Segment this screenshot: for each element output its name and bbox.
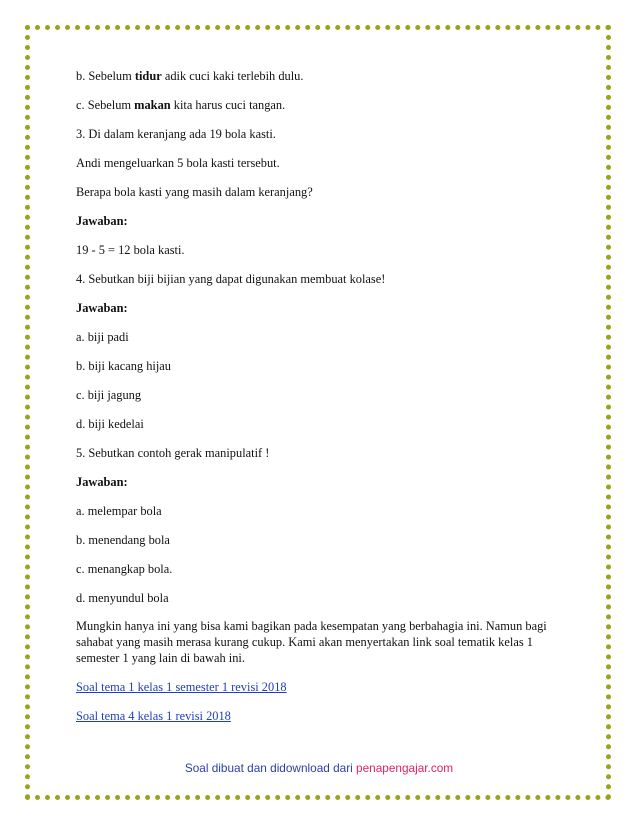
- answer-item: a. melempar bola: [76, 504, 162, 518]
- footer: [0, 761, 638, 775]
- answer-label: Jawaban:: [76, 214, 128, 228]
- link-row: [76, 708, 556, 724]
- footer-site-link[interactable]: penapengajar.com: [356, 761, 454, 775]
- question-3: 3. Di dalam keranjang ada 19 bola kasti.: [76, 127, 276, 141]
- answer-item: a. biji padi: [76, 330, 129, 344]
- answer-label: Jawaban:: [76, 475, 128, 489]
- line-text: c. Sebelum: [76, 98, 135, 112]
- question-4: 4. Sebutkan biji bijian yang dapat digunakan membuat kolase!: [76, 272, 386, 286]
- answer-heading: [76, 213, 556, 229]
- answer-label: Jawaban:: [76, 301, 128, 315]
- bold-word: makan: [134, 98, 171, 112]
- line-text: kita harus cuci tangan.: [170, 98, 286, 112]
- answer-item: d. menyundul bola: [76, 591, 169, 605]
- bold-word: tidur: [134, 69, 162, 83]
- answer-item: b. biji kacang hijau: [76, 359, 171, 373]
- answer-heading: [76, 300, 556, 316]
- line-text: b. Sebelum: [76, 69, 135, 83]
- line-b-tidur: [76, 68, 556, 84]
- answer-3: 19 - 5 = 12 bola kasti.: [76, 243, 185, 257]
- closing-paragraph: Mungkin hanya ini yang bisa kami bagikan pada kesempatan yang berbahagia ini. Namun bagi sahabat yang masih merasa kurang cukup. Kami akan menyertakan link soal tematik kelas 1 semester 1 yang lain di bawah ini.: [76, 619, 547, 665]
- answer-item: d. biji kedelai: [76, 417, 144, 431]
- answer-item: c. menangkap bola.: [76, 562, 173, 576]
- question-3-line-2: Andi mengeluarkan 5 bola kasti tersebut.: [76, 156, 280, 170]
- question-3-line-3: Berapa bola kasti yang masih dalam keranjang?: [76, 185, 313, 199]
- answer-item: b. menendang bola: [76, 533, 170, 547]
- link-tema-1[interactable]: Soal tema 1 kelas 1 semester 1 revisi 2018: [76, 680, 287, 694]
- line-text: adik cuci kaki terlebih dulu.: [161, 69, 304, 83]
- footer-text: Soal dibuat dan didownload dari: [184, 761, 357, 775]
- link-row: [76, 679, 556, 695]
- answer-item: c. biji jagung: [76, 388, 142, 402]
- link-tema-4[interactable]: Soal tema 4 kelas 1 revisi 2018: [76, 709, 231, 723]
- question-5: 5. Sebutkan contoh gerak manipulatif !: [76, 446, 270, 460]
- line-c-makan: [76, 97, 556, 113]
- document-content: [76, 68, 556, 724]
- answer-heading: [76, 474, 556, 490]
